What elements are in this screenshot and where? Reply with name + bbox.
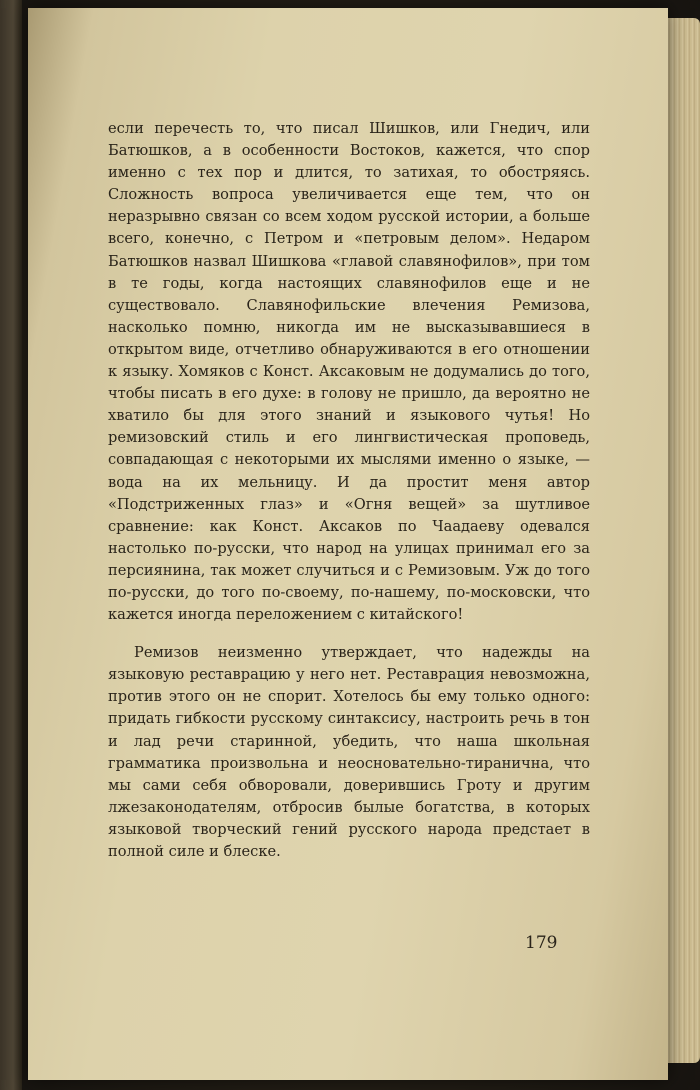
page-number: 179 [525, 933, 558, 953]
page-text [108, 118, 590, 863]
paragraph-2: Ремизов неизменно утверждает, что надежды на языковую реставрацию у него нет. Реставрация невозможна, против этого он не спорит. Хотелось бы ему только одного: придать гибкости русскому синтаксису, настроить речь в тон и лад речи старинной, убедить, что наша школьная грамматика произвольна и неосновательно-тиранична, что мы сами себя обворовали, доверившись Гроту и другим лжезаконодателям, отбросив былые богатства, в которых языковой творческий гений русского народа предстает в полной силе и блеске. [108, 644, 590, 860]
paragraph-1: если перечесть то, что писал Шишков, или Гнедич, или Батюшков, а в особенности Востоков, кажется, что спор именно с тех пор и длится, то затихая, то обостряясь. Сложность вопроса увеличивается еще тем, что он неразрывно связан со всем ходом русской истории, а больше всего, конечно, с Петром и «петровым делом». Недаром Батюшков назвал Шишкова «главой славянофилов», при том в те годы, когда настоящих славянофилов еще и не существовало. Славянофильские влечения Ремизова, насколько помню, никогда им не высказывавшиеся в открытом виде, отчетливо обнаруживаются в его отношении к языку. Хомяков с Конст. Аксаковым не додумались до того, чтобы писать в его духе: в голову не пришло, да вероятно не хватило бы для этого знаний и языкового чутья! Но ремизовский стиль и его лингвистическая проповедь, совпадающая с некоторыми их мыслями именно о языке, — вода на их мельницу. И да простит меня автор «Подстриженных глаз» и «Огня вещей» за шутливое сравнение: как Конст. Аксаков по Чаадаеву одевался настолько по-русски, что народ на улицах принимал его за персиянина, так может случиться и с Ремизовым. Уж до того по-русски, до того по-своему, по-нашему, по-московски, что кажется иногда переложением с китайского! [108, 120, 590, 624]
previous-page-edge [0, 0, 22, 1090]
book-page [28, 8, 668, 1080]
